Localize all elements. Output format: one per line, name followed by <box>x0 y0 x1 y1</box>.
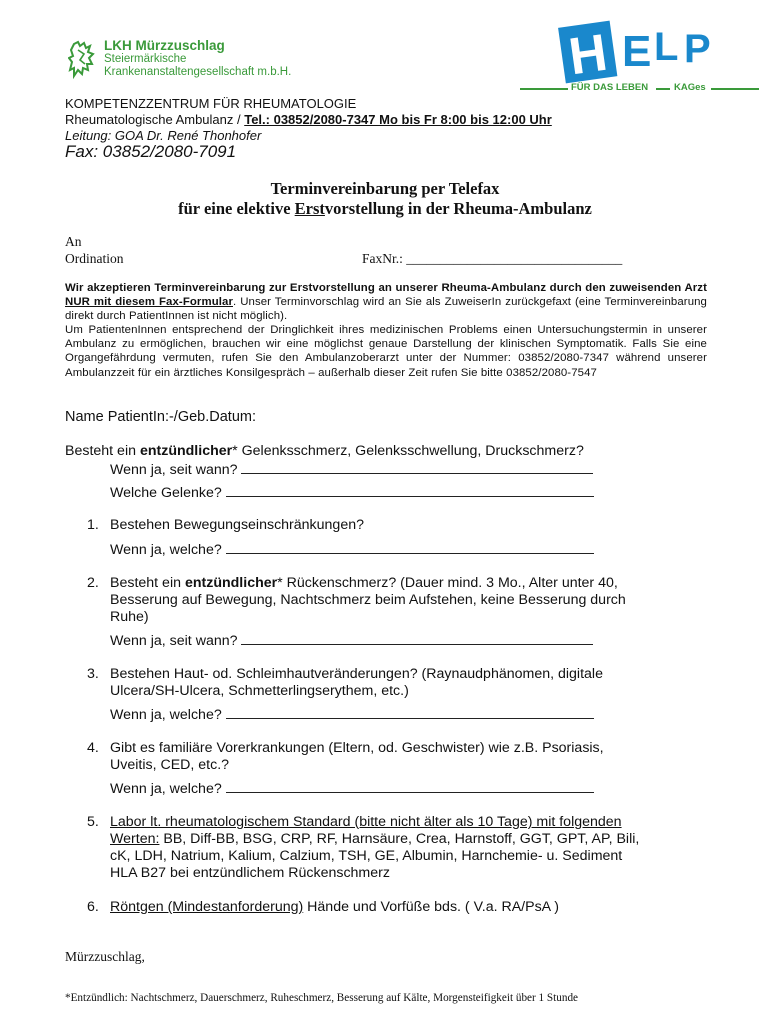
q0-welche[interactable] <box>110 484 594 503</box>
ambulance-tel: Tel.: 03852/2080-7347 Mo bis Fr 8:00 bis 12:00 Uhr <box>244 112 552 127</box>
q3-num: 3. <box>87 666 99 682</box>
q4-wenn-line[interactable] <box>226 780 594 793</box>
ambulance-label: Rheumatologische Ambulanz / <box>65 112 245 127</box>
q0-a: Besteht ein <box>65 443 140 459</box>
q0-b: entzündlicher <box>139 443 233 459</box>
intro-bold: Wir akzeptieren Terminvereinbarung zur Erstvorstellung an unserer Rheuma-Ambulanz durch den zuweisenden Arzt <box>65 282 707 294</box>
title-line1: Terminvereinbarung per Telefax <box>270 179 500 198</box>
tagline-left: FÜR DAS LEBEN <box>571 82 649 93</box>
q5-line4: HLA B27 bei entzündlichem Rückenschmerz <box>110 865 390 881</box>
q2-line1 <box>110 575 618 593</box>
q1-wenn-label: Wenn ja, welche? <box>110 542 222 558</box>
header-center: KOMPETENZZENTRUM FÜR RHEUMATOLOGIE <box>65 96 357 111</box>
q1-num: 1. <box>87 517 99 533</box>
help-letter-h: H <box>565 23 611 87</box>
place: Mürzzuschlag, <box>65 949 145 964</box>
q6-underlined: Röntgen (Mindestanforderung) <box>110 899 304 915</box>
q6-num: 6. <box>87 899 99 915</box>
header-ambulance <box>65 112 552 127</box>
panther-crest-icon <box>68 40 98 82</box>
intro-paragraph-2: Um PatientenInnen entsprechend der Dringlichkeit ihres medizinischen Problems einen Untersuchungstermin in unserer Ambulanz zu ermöglichen, brauchen wir eine möglichst genaue Darstellung der klinischen Symptomatik. Falls Sie eine Organgefährdung vermuten, rufen Sie den Ambulanzoberarzt unter der Nummer: 03852/2080-7347 während unserer Ambulanzzeit für ein ärztliches Konsilgespräch – außerhalb dieser Zeit rufen Sie bitte 03852/2080-7547 <box>65 324 707 379</box>
tagline-rule-right <box>711 88 759 90</box>
address-an: An <box>65 234 82 249</box>
footnote: *Entzündlich: Nachtschmerz, Dauerschmerz, Ruheschmerz, Besserung auf Kälte, Morgensteifigkeit über 1 Stunde <box>65 992 579 1004</box>
help-letter-p: P <box>684 27 711 71</box>
title-part-b: Erst <box>294 199 325 218</box>
q4-line1: Gibt es familiäre Vorerkrankungen (Eltern, od. Geschwister) wie z.B. Psoriasis, <box>110 740 604 756</box>
title-part-a: für eine elektive <box>178 199 295 218</box>
logo-name: LKH Mürzzuschlag <box>104 38 225 53</box>
q3-wenn-line[interactable] <box>226 706 594 719</box>
q3-line2: Ulcera/SH-Ulcera, Schmetterlingserythem, etc.) <box>110 683 409 699</box>
intro-rest1: . Unser Terminvorschlag wird an Sie als ZuweiserIn zurückgefaxt (eine Terminvereinbarung direkt durch PatientInnen ist nicht möglich). <box>65 296 707 323</box>
q6-rest: Hände und Vorfüße bds. ( V.a. RA/PsA ) <box>303 899 560 915</box>
q2-wenn[interactable] <box>110 632 593 651</box>
q2-wenn-line[interactable] <box>241 632 593 645</box>
q5-werten: Werten: <box>110 831 160 847</box>
q6-text <box>110 899 559 917</box>
logo-line3: Krankenanstaltengesellschaft m.b.H. <box>104 66 292 78</box>
title-line2 <box>0 199 770 219</box>
q3-line1: Bestehen Haut- od. Schleimhautveränderungen? (Raynaudphänomen, digitale <box>110 666 603 682</box>
intro-bold-underlined: NUR mit diesem Fax-Formular <box>65 296 233 309</box>
faxnr-field[interactable]: FaxNr.: ________________________________ <box>362 251 623 266</box>
address-ordination: Ordination <box>65 251 124 266</box>
q5-num: 5. <box>87 814 99 830</box>
help-letter-l: L <box>654 25 679 69</box>
q0-wenn-label: Wenn ja, seit wann? <box>110 462 238 478</box>
q2-line3: Ruhe) <box>110 609 149 625</box>
q2-wenn-label: Wenn ja, seit wann? <box>110 633 238 649</box>
q5-line2 <box>110 831 639 849</box>
q0-welche-line[interactable] <box>226 484 594 497</box>
q4-wenn[interactable] <box>110 780 594 799</box>
q4-wenn-label: Wenn ja, welche? <box>110 781 222 797</box>
q2-num: 2. <box>87 575 99 591</box>
q0-wenn-line[interactable] <box>241 461 593 474</box>
q0-wenn[interactable] <box>110 461 593 480</box>
tagline-right: KAGes <box>674 82 706 93</box>
q5-line2-rest: BB, Diff-BB, BSG, CRP, RF, Harnsäure, Crea, Harnstoff, GGT, GPT, AP, Bili, <box>159 831 640 847</box>
q1-wenn-line[interactable] <box>226 541 594 554</box>
q3-wenn[interactable] <box>110 706 594 725</box>
q4-num: 4. <box>87 740 99 756</box>
q2-b: entzündlicher <box>184 575 278 591</box>
q5-line1: Labor lt. rheumatologischem Standard (bitte nicht älter als 10 Tage) mit folgenden <box>110 814 622 830</box>
q0-welche-label: Welche Gelenke? <box>110 485 222 501</box>
patient-field[interactable]: Name PatientIn:-/Geb.Datum: <box>65 409 256 425</box>
header-leitung: Leitung: GOA Dr. René Thonhofer <box>65 128 262 143</box>
intro-paragraph <box>65 281 707 324</box>
q5-line3: cK, LDH, Natrium, Kalium, Calzium, TSH, GE, Albumin, Harnchemie- u. Sediment <box>110 848 623 864</box>
logo-line2: Steiermärkische <box>104 53 187 65</box>
header-fax: Fax: 03852/2080-7091 <box>65 142 237 161</box>
q2-a: Besteht ein <box>110 575 185 591</box>
q2-c: * Rückenschmerz? (Dauer mind. 3 Mo., Alter unter 40, <box>277 575 618 591</box>
q4-line2: Uveitis, CED, etc.? <box>110 757 230 773</box>
title-part-c: vorstellung in der Rheuma-Ambulanz <box>324 199 592 218</box>
q1-wenn[interactable] <box>110 541 594 560</box>
q0-c: * Gelenksschmerz, Gelenksschwellung, Druckschmerz? <box>232 443 584 459</box>
q2-line2: Besserung auf Bewegung, Nachtschmerz beim Aufstehen, keine Besserung durch <box>110 592 626 608</box>
tagline-rule-mid <box>656 88 670 90</box>
help-letter-e: E <box>622 27 652 76</box>
q0-question <box>65 443 584 461</box>
q3-wenn-label: Wenn ja, welche? <box>110 707 222 723</box>
q1-text: Bestehen Bewegungseinschränkungen? <box>110 517 364 533</box>
tagline-rule-left <box>520 88 568 90</box>
